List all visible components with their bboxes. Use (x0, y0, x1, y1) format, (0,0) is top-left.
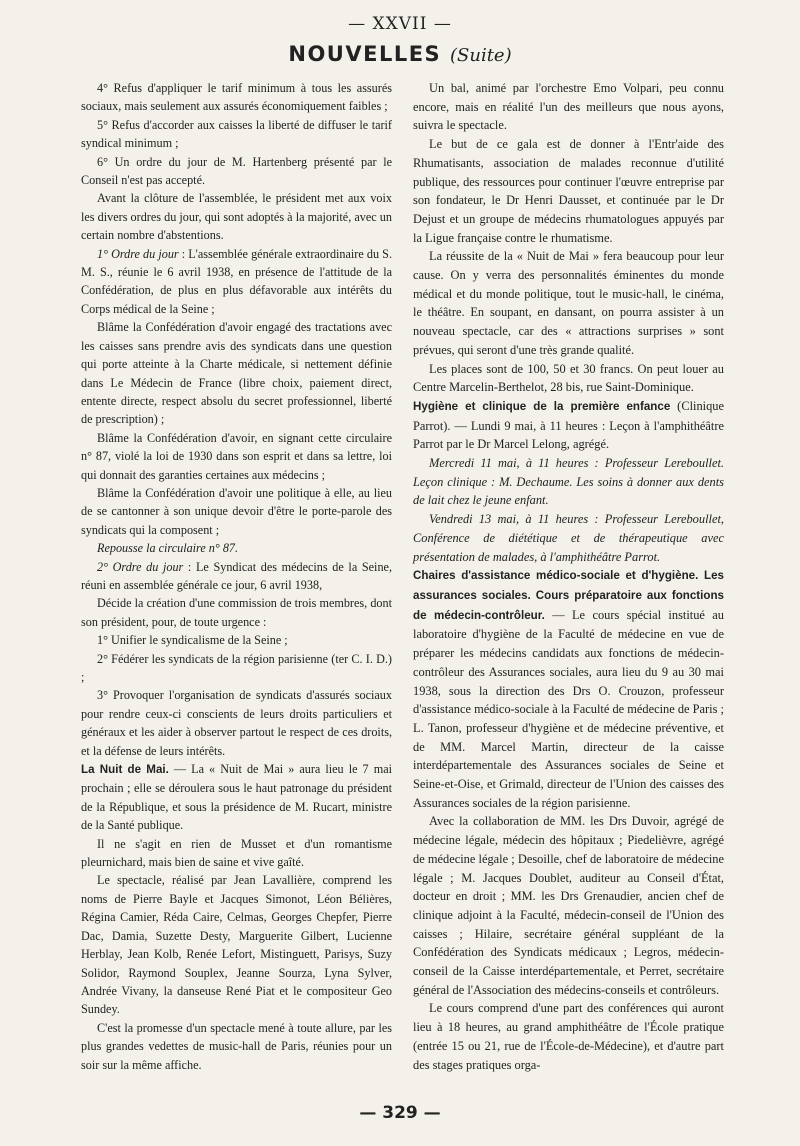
paragraph: Décide la création d'une commission de trois membres, dont son président, pour, de toute urgence : (81, 596, 392, 629)
section-heading: Chaires d'assistance médico-sociale et d'hygiène. Les assurances sociales. Cours préparatoire aux fonctions de médecin-contrôleur. (413, 569, 724, 622)
paragraph: Les places sont de 100, 50 et 30 francs. On peut louer au Centre Marcelin-Berthelot, 28 bis, rue Saint-Dominique. (413, 361, 724, 395)
paragraph: Avec la collaboration de MM. les Drs Duvoir, agrégé de médecine légale, médecin des hôpitaux ; Piedelièvre, agrégé de médecine légale ; Desoille, chef de laboratoire de médecine légale ; M. Jacques Doublet, auditeur au Conseil d'État, docteur en droit ; MM. les Drs Grenaudier, ancien chef de clinique adjoint à la Faculté, médecin-conseil de l'Union des caisses ; Hilaire, secrétaire général suppléant de la Confédération des Syndicats médicaux ; Legros, médecin-conseil de la Caisse interdépartementale, et Perret, secrétaire général de l'Association des médecins-conseils et contrôleurs. (413, 814, 724, 997)
ordre-du-jour-2: 2° Ordre du jour : Le Syndicat des médecins de la Seine, réuni en assemblée générale ce jour, 6 avril 1938, (81, 559, 392, 592)
paragraph: Repousse la circulaire n° 87. (97, 541, 239, 556)
section-heading: Hygiène et clinique de la première enfance (413, 399, 671, 413)
paragraph: Blâme la Confédération d'avoir engagé des tractations avec les caisses sans prendre avis des syndicats dans une question qui porte atteinte à la Charte médicale, si nettement définie dans Le Médecin de France (libre choix, paiement direct, entente directe, respect absolu du secret professionnel, liberté de prescription) ; (81, 320, 392, 427)
paragraph: Mercredi 11 mai, à 11 heures : Professeur Lereboullet. Leçon clinique : M. Dechaume. Les soins à donner aux dents de lait chez le jeune enfant. (413, 456, 724, 508)
page-title (0, 42, 800, 66)
paragraph: Le spectacle, réalisé par Jean Lavallière, comprend les noms de Pierre Bayle et Jacques Simonot, Léon Bélières, Régina Camier, Réda Caire, Celmas, Georges Chepfer, Pierre Dac, Damia, Suzette Desty, Marguerite Gilbert, Lucienne Herblay, Jean Kolb, Renée Lefort, Mistinguett, Parisys, Suzy Solidor, Raymond Souplex, Jeanne Sourza, Lyna Sylver, Andrée Vivany, la danseuse René Piat et le compositeur Geo Sundey. (81, 873, 392, 1017)
paragraph: Un bal, animé par l'orchestre Emo Volpari, peu connu encore, mais en réalité l'un des meilleurs que nous ayons, suivra le spectacle. (413, 81, 724, 133)
paragraph: Blâme la Confédération d'avoir, en signant cette circulaire n° 87, violé la loi de 1930 dans son esprit et dans sa lettre, loi qui donnait des garanties certaines aux médecins ; (81, 430, 392, 482)
paragraph: 1° Unifier le syndicalisme de la Seine ; (97, 633, 288, 648)
hygiene-section: Hygiène et clinique de la première enfance (Clinique Parrot). — Lundi 9 mai, à 11 heures : Leçon à l'amphithéâtre Parrot par le Dr Marcel Lelong, agrégé. (413, 398, 724, 452)
page-number: — 329 — (359, 1103, 441, 1123)
paragraph: Il ne s'agit en rien de Musset et d'un romantisme pleurnichard, mais bien de saine et vive gaîté. (81, 836, 392, 870)
paragraph: C'est la promesse d'un spectacle mené à toute allure, par les plus grandes vedettes de music-hall de Paris, réunies pour un soir sur la même affiche. (81, 1020, 392, 1072)
paragraph: 5° Refus d'accorder aux caisses la liberté de diffuser le tarif syndical minimum ; (81, 117, 392, 151)
page-number-roman: — XXVII — (348, 14, 452, 34)
paragraph: Vendredi 13 mai, à 11 heures : Professeur Lereboullet, Conférence de diététique et de thérapeutique avec présentation de malades, à l'amphithéâtre Parrot. (413, 512, 724, 564)
title-suffix: (Suite) (450, 45, 512, 66)
paragraph: 4° Refus d'appliquer le tarif minimum à tous les assurés sociaux, mais seulement aux assurés économiquement faibles ; (81, 81, 392, 114)
left-column (81, 79, 392, 1074)
paragraph: Le but de ce gala est de donner à l'Entr'aide des Rhumatisants, association de malades reconnue d'utilité publique, des ressources pour continuer l'œuvre entreprise par son fondateur, le Dr Henri Dausset, et continuée par le Dr Dejust et un groupe de médecins rhumatologues appuyés par la Ligue française contre le rhumatisme. (413, 137, 724, 245)
section-heading: La Nuit de Mai. (81, 763, 169, 777)
right-column (413, 79, 724, 1074)
paragraph: Le cours comprend d'une part des conférences qui auront lieu à 18 heures, au grand amphithéâtre de l'École pratique (entrée 15 ou 21, rue de l'École-de-Médecine), et d'autre part des stages pratiques orga- (413, 1001, 724, 1072)
paragraph: Blâme la Confédération d'avoir une politique à elle, au lieu de se cantonner à son unique devoir d'être le porte-parole des syndicats qui la composent ; (81, 485, 392, 537)
paragraph: Avant la clôture de l'assemblée, le président met aux voix les divers ordres du jour, qui sont adoptés à la majorité, avec un certain nombre d'abstentions. (81, 191, 392, 243)
paragraph: 6° Un ordre du jour de M. Hartenberg présenté par le Conseil n'est pas accepté. (81, 154, 392, 188)
paragraph: 2° Fédérer les syndicats de la région parisienne (ter C. I. D.) ; (81, 651, 392, 684)
chaires-section: Chaires d'assistance médico-sociale et d'hygiène. Les assurances sociales. Cours préparatoire aux fonctions de médecin-contrôleur. — Le cours spécial institué au laboratoire d'hygiène de la Faculté de médecine en vue de préparer les médecins candidats aux fonctions de médecin-contrôleur des Assurances sociales, aura lieu du 9 au 30 mai 1938, sous la direction des Drs O. Crouzon, professeur d'assistance médico-sociale à la Faculté de médecine de Paris ; L. Tanon, professeur d'hygiène et de médecine préventive, et de MM. Marcel Martin, directeur de la caisse interdépartementale des Assurances sociales de Seine et Seine-et-Oise, et Grimald, directeur de l'Union des caisses des Assurances sociales de la région parisienne. (413, 569, 724, 810)
paragraph: 3° Provoquer l'organisation de syndicats d'assurés sociaux pour rendre ceux-ci conscients de leurs droits particuliers et généraux et les aider à observer partout le respect de ces droits, et la défense de leurs intérêts. (81, 688, 392, 758)
title-main: NOUVELLES (288, 42, 442, 66)
nuit-de-mai: La Nuit de Mai. — La « Nuit de Mai » aura lieu le 7 mai prochain ; elle se déroulera sous le haut patronage du président de la République, et sous la présidence de M. Rucart, ministre de la Santé publique. (81, 762, 392, 833)
ordre-label: 1° Ordre du jour (97, 246, 179, 261)
ordre-label: 2° Ordre du jour (97, 559, 184, 574)
ordre-du-jour-1: 1° Ordre du jour : L'assemblée générale extraordinaire du S. M. S., réunie le 6 avril 1938, en présence de l'attitude de la Confédération, de plus en plus défavorable aux intérêts du Corps médical de la Seine ; (81, 246, 392, 316)
paragraph: La réussite de la « Nuit de Mai » fera beaucoup pour leur cause. On y verra des personnalités éminentes du monde médical et du monde politique, tout le music-hall, le cinéma, le théâtre. En soupant, en dansant, on pourra assister à un nouveau spectacle, car des « attractions surprises » sont prévues, qui seront d'une très grande qualité. (413, 249, 724, 357)
